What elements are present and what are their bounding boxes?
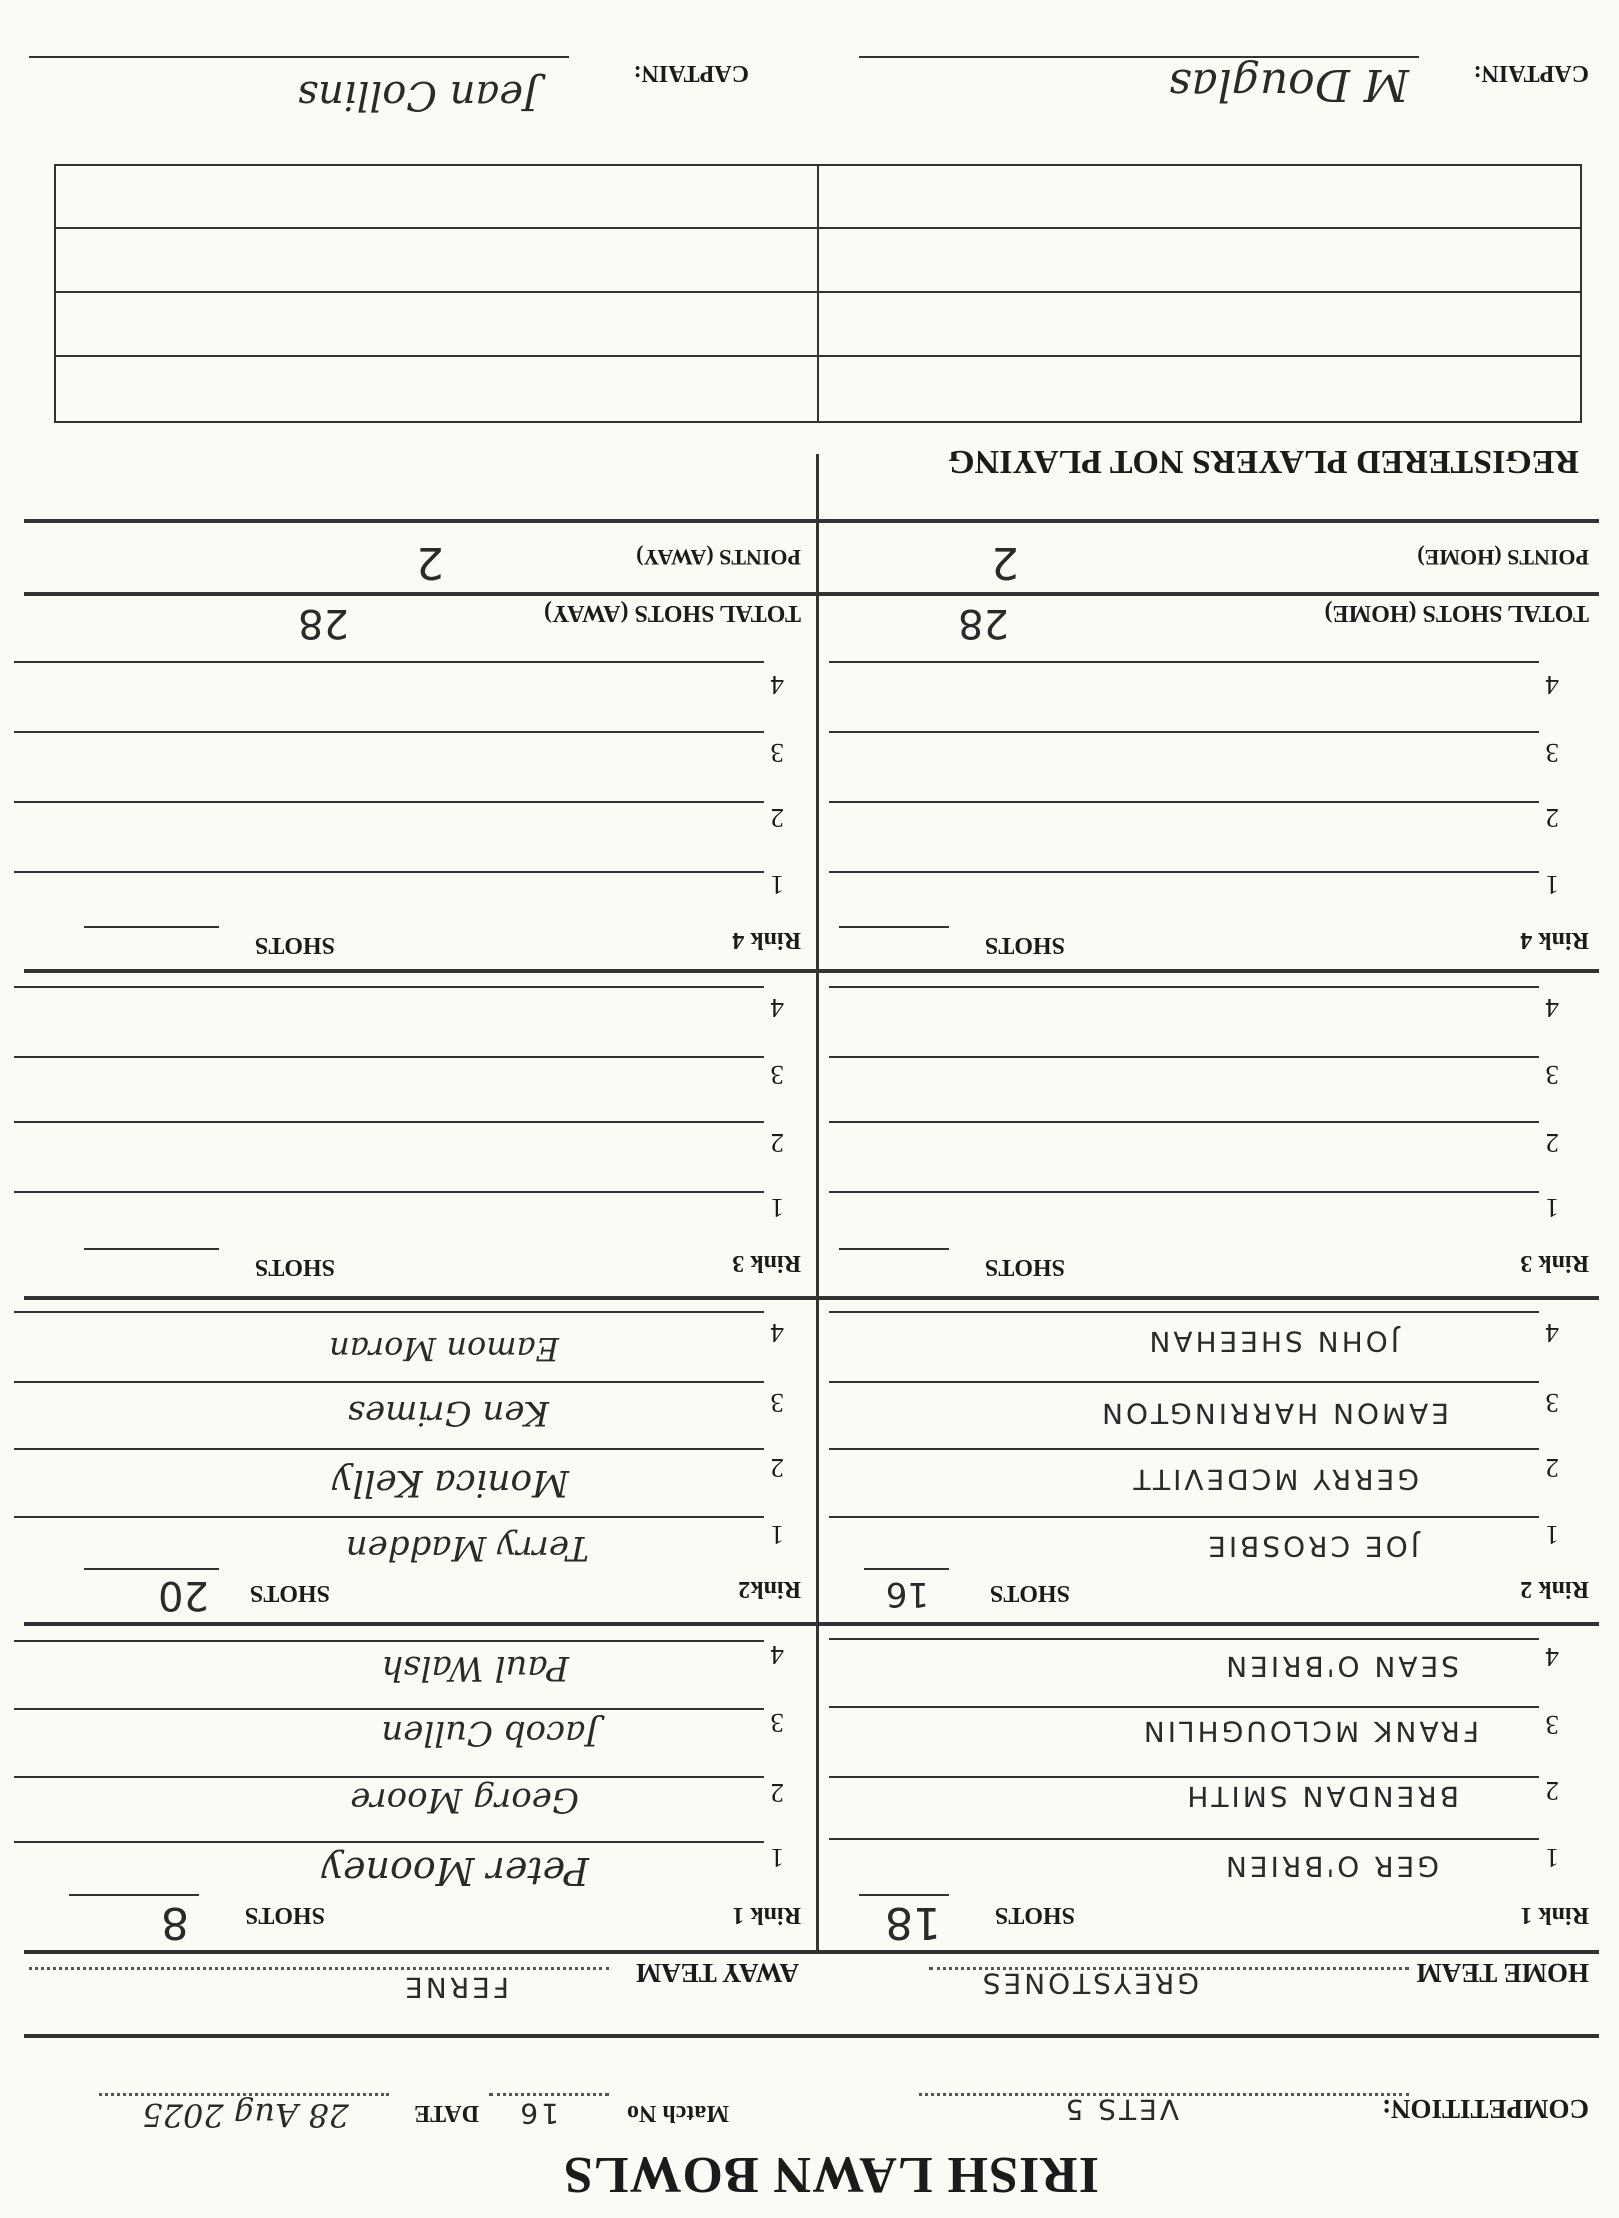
- rink1-away-n1: 1: [770, 1843, 784, 1873]
- signature-line: [859, 56, 1419, 58]
- rink2-home-player3: EAMON HARRINGTON: [1099, 1397, 1449, 1430]
- rink-divider: [24, 1296, 1599, 1300]
- total-home-shots: 28: [958, 600, 1009, 646]
- rink2-home-player1: JOE CROSBIE: [1205, 1530, 1419, 1563]
- rink4-home-label: Rink 4: [1520, 927, 1589, 953]
- points-divider: [24, 519, 1599, 523]
- player-line: [14, 1311, 764, 1313]
- points-home-value: 2: [991, 537, 1019, 588]
- rink2-away-player1: Terry Madden: [345, 1528, 589, 1568]
- rink3-away-n3: 3: [770, 1060, 784, 1090]
- rink4-home-n2: 2: [1545, 803, 1559, 833]
- player-line: [829, 1381, 1539, 1383]
- rink1-home-shots: 18: [885, 1897, 941, 1948]
- player-line: [14, 1448, 764, 1450]
- rink3-away-label: Rink 3: [732, 1250, 801, 1276]
- competition-label: COMPETITION:: [1381, 2094, 1589, 2124]
- shots-line: [69, 1894, 199, 1896]
- away-team-label: AWAY TEAM: [635, 1958, 799, 1988]
- player-line: [829, 1706, 1539, 1708]
- rink2-home-n2: 2: [1545, 1453, 1559, 1483]
- player-line: [14, 1776, 764, 1778]
- signature-line: [29, 56, 569, 58]
- rink3-home-shots-label: SHOTS: [984, 1254, 1065, 1280]
- rink1-home-player4: SEAN O'BRIEN: [1223, 1650, 1459, 1683]
- player-line: [14, 871, 764, 873]
- player-line: [829, 1448, 1539, 1450]
- player-line: [14, 1121, 764, 1123]
- rink1-home-n1: 1: [1545, 1843, 1559, 1873]
- rink2-away-shots: 20: [158, 1572, 209, 1618]
- rink2-home-shots-label: SHOTS: [989, 1580, 1070, 1606]
- center-divider: [816, 454, 819, 1954]
- rink2-away-n2: 2: [770, 1453, 784, 1483]
- rink2-away-player4: Eamon Moran: [329, 1330, 559, 1368]
- rink-divider: [24, 1622, 1599, 1626]
- form-title: IRISH LAWN BOWLS: [562, 2146, 1099, 2203]
- rink2-away-player3: Ken Grimes: [347, 1393, 549, 1433]
- rink3-away-n1: 1: [770, 1193, 784, 1223]
- away-team-dots: [29, 1967, 609, 1970]
- divider: [24, 1950, 1599, 1954]
- total-away-label: TOTAL SHOTS (AWAY): [544, 600, 801, 626]
- rink2-away-shots-label: SHOTS: [249, 1580, 330, 1606]
- shots-line: [839, 926, 949, 928]
- rink2-home-n3: 3: [1545, 1388, 1559, 1418]
- date-value: 28 Aug 2025: [142, 2096, 349, 2134]
- rink1-away-player1: Peter Mooney: [321, 1849, 589, 1893]
- player-line: [829, 1191, 1539, 1193]
- match-value: 16: [517, 2097, 559, 2130]
- rink2-home-player4: JOHN SHEEHAN: [1146, 1325, 1399, 1358]
- rink1-away-n3: 3: [770, 1708, 784, 1738]
- rink2-home-n4: 4: [1545, 1318, 1559, 1348]
- home-captain-label: CAPTAIN:: [1473, 60, 1589, 86]
- divider: [24, 2034, 1599, 2038]
- rink2-home-player2: GERRY MCDEVITT: [1130, 1463, 1419, 1496]
- totals-divider: [24, 592, 1599, 596]
- match-label: Match No: [627, 2100, 729, 2126]
- rink1-away-shots: 8: [161, 1897, 189, 1948]
- points-away-label: POINTS (AWAY): [636, 545, 801, 570]
- registered-players-table: [54, 164, 1582, 423]
- rink2-away-player2: Monica Kelly: [332, 1462, 569, 1503]
- shots-line: [84, 1248, 219, 1250]
- player-line: [14, 1708, 764, 1710]
- away-team-value: FERNE: [402, 1971, 509, 2004]
- rink2-home-shots: 16: [885, 1574, 929, 1614]
- player-line: [829, 1638, 1539, 1640]
- rink3-home-n4: 4: [1545, 993, 1559, 1023]
- shots-line: [859, 1894, 949, 1896]
- player-line: [14, 801, 764, 803]
- rink2-away-n3: 3: [770, 1388, 784, 1418]
- competition-value: VETS 5: [1062, 2093, 1179, 2126]
- shots-line: [84, 1568, 219, 1570]
- rink1-away-n4: 4: [770, 1640, 784, 1670]
- total-home-label: TOTAL SHOTS (HOME): [1324, 600, 1589, 626]
- home-team-dots: [929, 1967, 1409, 1970]
- shots-line: [864, 1568, 949, 1570]
- rink1-away-shots-label: SHOTS: [244, 1902, 325, 1928]
- away-captain-signature: Jean Collins: [297, 72, 539, 118]
- rink4-away-n2: 2: [770, 803, 784, 833]
- rink3-away-n4: 4: [770, 993, 784, 1023]
- table-row-line: [56, 291, 1580, 293]
- rink2-away-label: Rink2: [738, 1576, 801, 1602]
- player-line: [829, 731, 1539, 733]
- rink3-home-n3: 3: [1545, 1060, 1559, 1090]
- player-line: [14, 1640, 764, 1642]
- date-label: DATE: [414, 2100, 479, 2126]
- rink3-away-shots-label: SHOTS: [254, 1254, 335, 1280]
- rink4-away-shots-label: SHOTS: [254, 932, 335, 958]
- rink1-away-label: Rink 1: [732, 1902, 801, 1928]
- rink4-home-n4: 4: [1545, 670, 1559, 700]
- total-away-shots: 28: [298, 600, 349, 646]
- rink4-home-n1: 1: [1545, 870, 1559, 900]
- rink2-away-n1: 1: [770, 1520, 784, 1550]
- home-team-value: GREYSTONES: [979, 1967, 1199, 2000]
- rink3-home-n1: 1: [1545, 1193, 1559, 1223]
- rink3-home-n2: 2: [1545, 1128, 1559, 1158]
- rink1-home-n3: 3: [1545, 1710, 1559, 1740]
- rink-divider: [24, 969, 1599, 973]
- player-line: [14, 661, 764, 663]
- rink4-away-n3: 3: [770, 738, 784, 768]
- home-team-label: HOME TEAM: [1416, 1958, 1589, 1988]
- player-line: [14, 986, 764, 988]
- points-home-label: POINTS (HOME): [1417, 545, 1589, 570]
- player-line: [14, 1381, 764, 1383]
- rink1-home-n4: 4: [1545, 1642, 1559, 1672]
- rink1-home-shots-label: SHOTS: [994, 1902, 1075, 1928]
- player-line: [829, 1121, 1539, 1123]
- rink1-home-player1: GER O'BRIEN: [1222, 1850, 1439, 1883]
- home-captain-signature: M Douglas: [1168, 59, 1409, 110]
- player-line: [829, 801, 1539, 803]
- player-line: [14, 731, 764, 733]
- player-line: [14, 1516, 764, 1518]
- match-dots: [489, 2093, 609, 2096]
- player-line: [14, 1056, 764, 1058]
- rink2-home-n1: 1: [1545, 1520, 1559, 1550]
- rink1-away-player2: Georg Moore: [350, 1780, 579, 1820]
- rink4-home-shots-label: SHOTS: [984, 932, 1065, 958]
- rink1-away-player4: Paul Walsh: [381, 1648, 569, 1688]
- rink4-away-label: Rink 4: [732, 927, 801, 953]
- player-line: [829, 1776, 1539, 1778]
- rink1-away-n2: 2: [770, 1778, 784, 1808]
- table-divider: [817, 166, 819, 421]
- rink4-home-n3: 3: [1545, 738, 1559, 768]
- rink4-away-n1: 1: [770, 870, 784, 900]
- points-away-value: 2: [416, 537, 444, 588]
- player-line: [829, 1056, 1539, 1058]
- away-captain-label: CAPTAIN:: [633, 60, 749, 86]
- rink3-away-n2: 2: [770, 1128, 784, 1158]
- date-dots: [99, 2093, 389, 2096]
- player-line: [14, 1841, 764, 1843]
- player-line: [829, 1311, 1539, 1313]
- player-line: [14, 1191, 764, 1193]
- shots-line: [839, 1248, 949, 1250]
- rink1-home-n2: 2: [1545, 1776, 1559, 1806]
- rink1-away-player3: Jacob Cullen: [381, 1713, 599, 1753]
- rink3-home-label: Rink 3: [1520, 1250, 1589, 1276]
- shots-line: [84, 926, 219, 928]
- player-line: [829, 1516, 1539, 1518]
- rink1-home-label: Rink 1: [1520, 1902, 1589, 1928]
- rink4-away-n4: 4: [770, 670, 784, 700]
- player-line: [829, 986, 1539, 988]
- table-row-line: [56, 227, 1580, 229]
- rink2-home-label: Rink 2: [1520, 1576, 1589, 1602]
- player-line: [829, 871, 1539, 873]
- rink2-away-n4: 4: [770, 1318, 784, 1348]
- rink1-home-player3: FRANK MCLOUGHLIN: [1140, 1715, 1479, 1748]
- registered-heading: REGISTERED PLAYERS NOT PLAYING: [948, 443, 1579, 480]
- table-row-line: [56, 355, 1580, 357]
- rink1-home-player2: BRENDAN SMITH: [1184, 1780, 1459, 1813]
- player-line: [829, 1838, 1539, 1840]
- player-line: [829, 661, 1539, 663]
- competition-dots: [919, 2093, 1409, 2096]
